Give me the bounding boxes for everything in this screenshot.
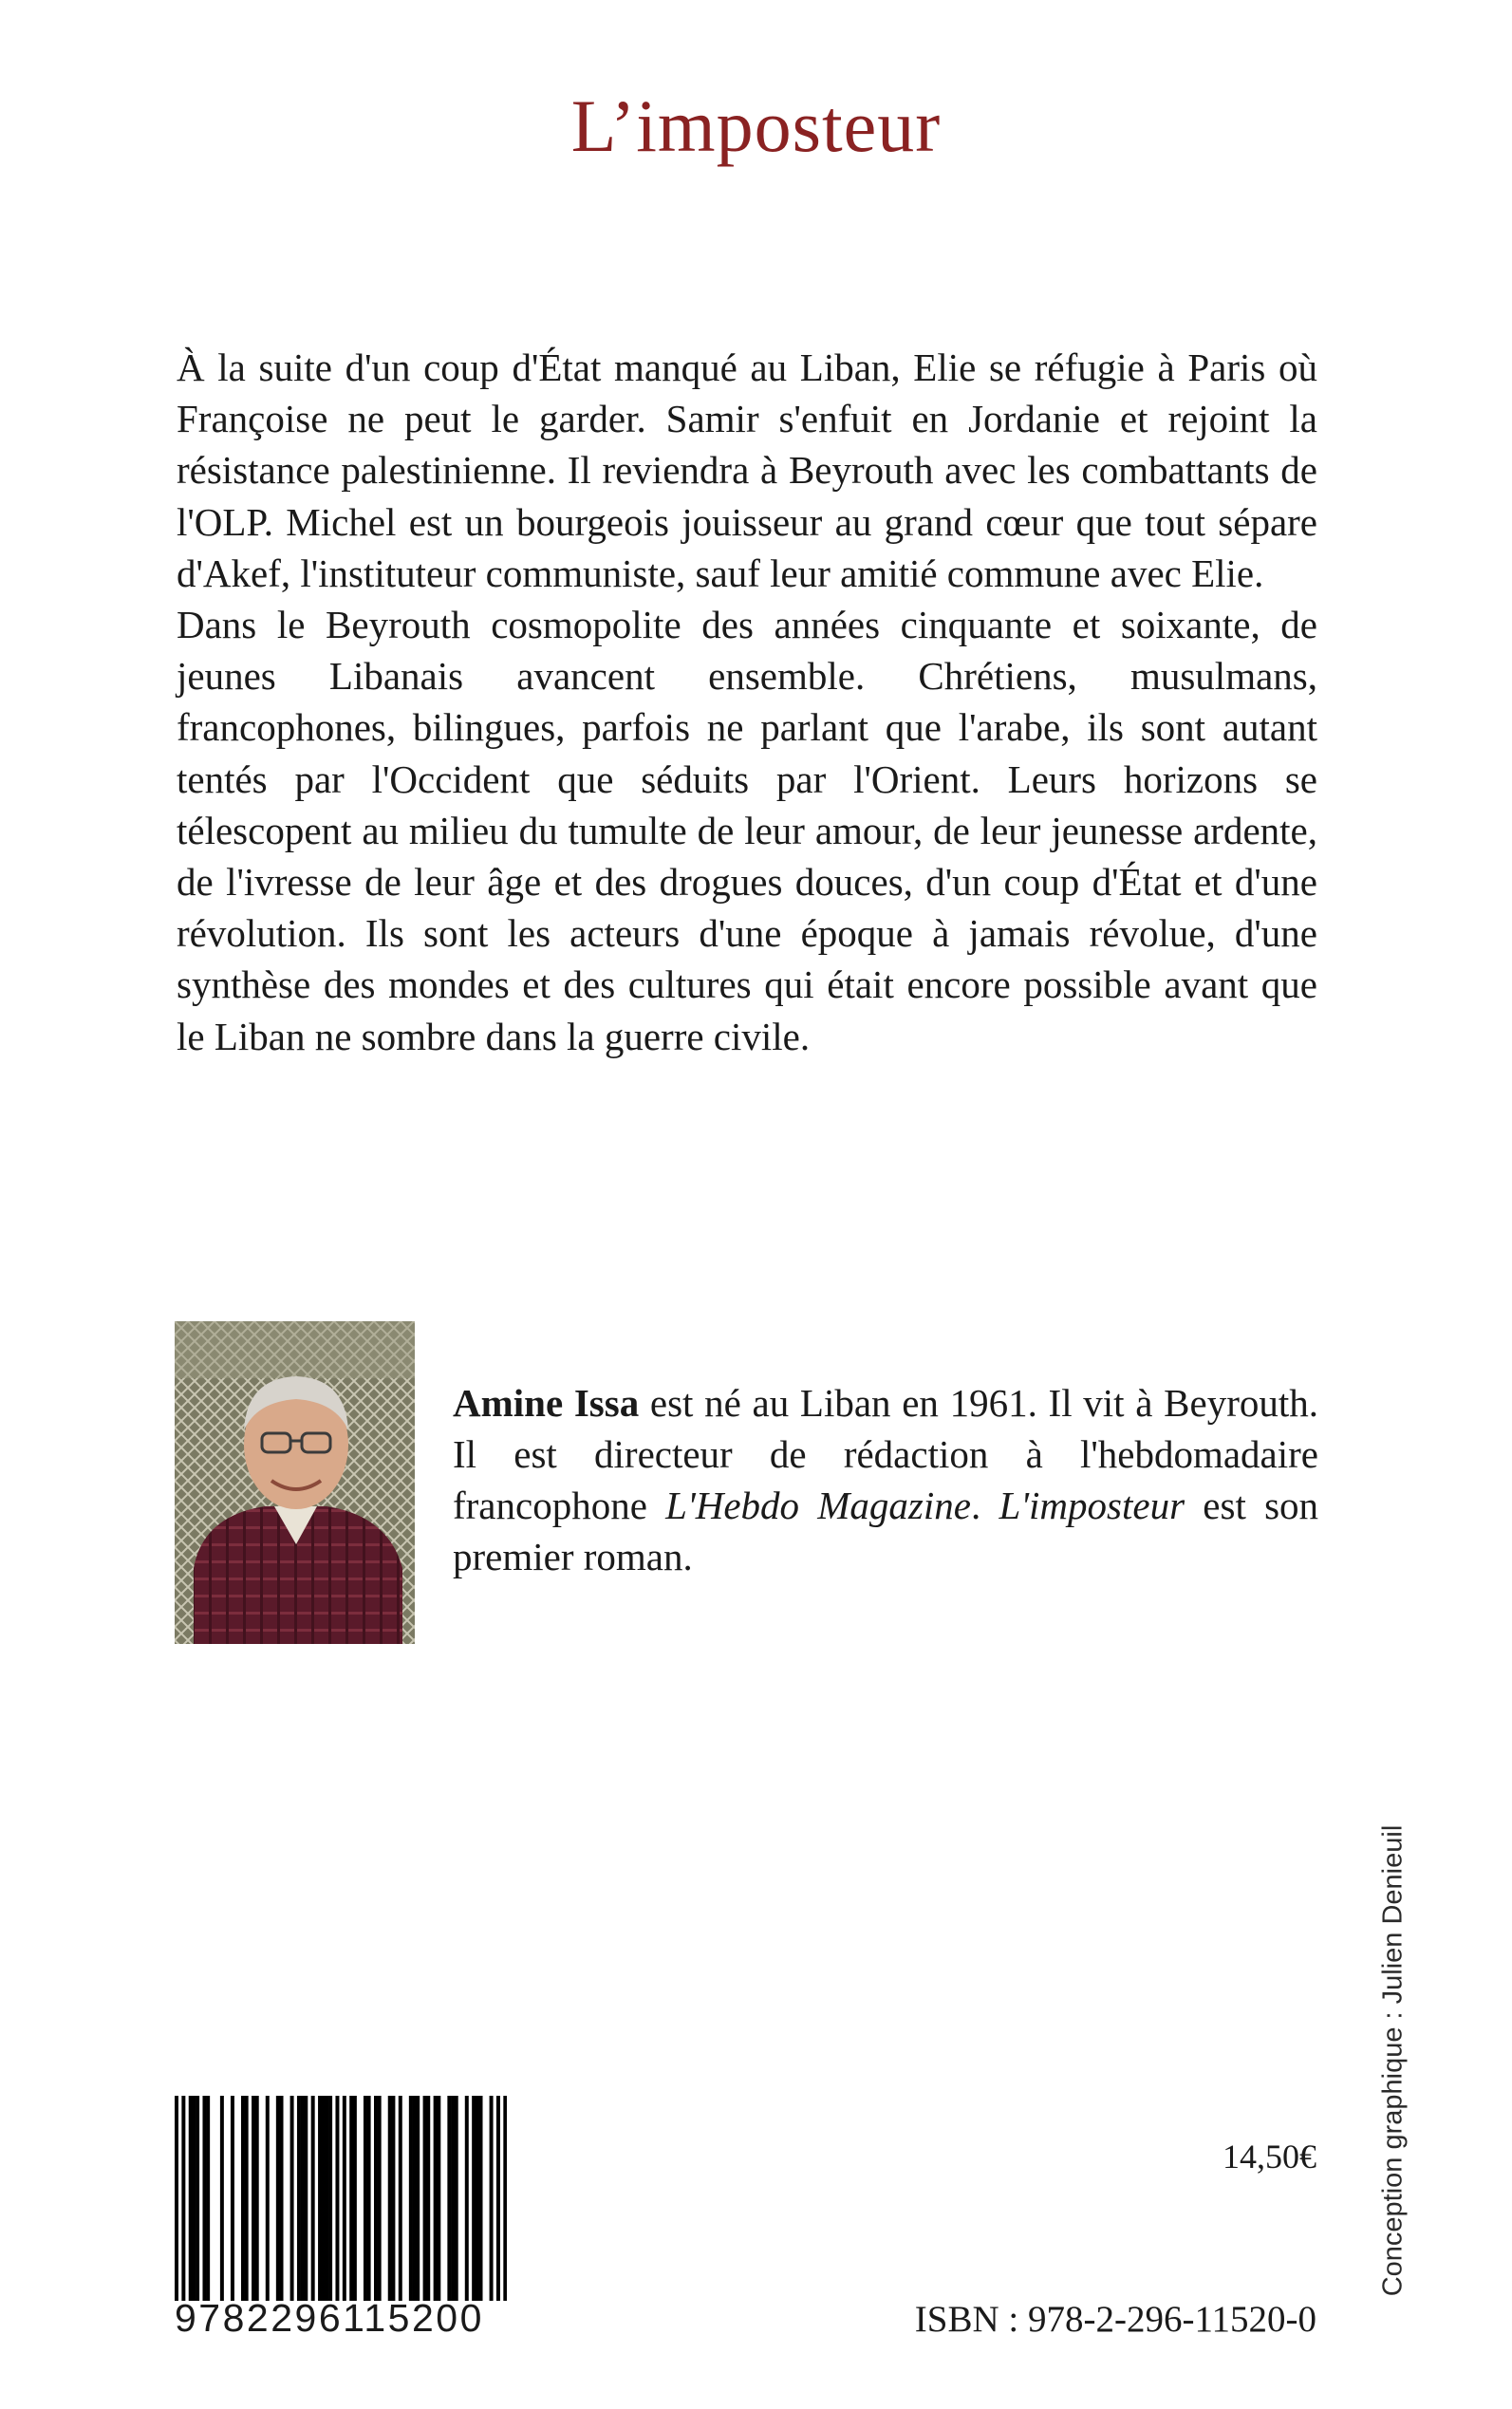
barcode-bar xyxy=(472,2096,476,2301)
barcode-digits: 9782296115200 xyxy=(175,2296,484,2340)
barcode-bar xyxy=(220,2096,224,2301)
barcode-bar xyxy=(304,2096,308,2301)
barcode-bar xyxy=(476,2096,479,2301)
barcode-bar xyxy=(311,2096,315,2301)
isbn: ISBN : 978-2-296-11520-0 xyxy=(914,2299,1316,2340)
barcode-bar xyxy=(426,2096,430,2301)
barcode-bar xyxy=(399,2096,402,2301)
barcode-bar xyxy=(189,2096,193,2301)
barcode-bar xyxy=(391,2096,395,2301)
barcode-bar xyxy=(202,2096,206,2301)
barcode-bar xyxy=(413,2096,417,2301)
author-bio-text-1: est né au Liban en 1961. Il vit à Beyrouth. Il est directeur de rédaction à l'hebdomadaire francophone xyxy=(453,1381,1318,1527)
barcode-bar xyxy=(374,2096,378,2301)
barcode-bar xyxy=(349,2096,353,2301)
barcode-bar xyxy=(245,2096,249,2301)
barcode-bar xyxy=(325,2096,328,2301)
barcode-bar xyxy=(206,2096,210,2301)
barcode-bar xyxy=(322,2096,326,2301)
author-bio-text-3: est son premier roman. xyxy=(453,1484,1319,1578)
book-title: L’imposteur xyxy=(570,84,942,167)
barcode-bar xyxy=(255,2096,259,2301)
price: 14,50€ xyxy=(1223,2138,1316,2176)
barcode-bar xyxy=(290,2096,294,2301)
back-cover-blurb xyxy=(177,342,1317,1062)
design-credit xyxy=(1365,1767,1422,2354)
barcode-bar xyxy=(437,2096,440,2301)
barcode-bar xyxy=(276,2096,280,2301)
barcode-bars xyxy=(175,2096,507,2301)
barcode-bar xyxy=(496,2096,500,2301)
barcode-bar xyxy=(318,2096,322,2301)
barcode-bar xyxy=(241,2096,245,2301)
barcode-bar xyxy=(297,2096,301,2301)
magazine-title: L'Hebdo Magazine xyxy=(665,1484,971,1527)
author-bio-text-2: . xyxy=(970,1484,999,1527)
barcode-bar xyxy=(490,2096,494,2301)
design-credit-text: Conception graphique : Julien Denieuil xyxy=(1377,1824,1409,2297)
author-bio xyxy=(453,1377,1318,1582)
barcode-bar xyxy=(503,2096,507,2301)
author-name: Amine Issa xyxy=(453,1381,640,1425)
barcode-bar xyxy=(252,2096,255,2301)
barcode-bar xyxy=(409,2096,413,2301)
barcode-bar xyxy=(388,2096,392,2301)
barcode-bar xyxy=(175,2096,178,2301)
blurb-paragraph-2: Dans le Beyrouth cosmopolite des années cinquante et soixante, de jeunes Libanais avancent ensemble. Chrétiens, musulmans, francophones, bilingues, parfois ne parlant que l'arabe, ils sont autant tentés par l'Occident que séduits par l'Orient. Leurs horizons se télescopent au milieu du tumulte de leur amour, de leur jeunesse ardente, de l'ivresse de leur âge et des drogues douces, d'un coup d'État et d'une révolution. Ils sont les acteurs d'une époque à jamais révolue, d'une synthèse des mondes et des cultures qui était encore possible avant que le Liban ne sombre dans la guerre civile. xyxy=(177,603,1317,1058)
barcode-bar xyxy=(465,2096,469,2301)
barcode-bar xyxy=(343,2096,346,2301)
book-title-inline: L'imposteur xyxy=(999,1484,1185,1527)
barcode-bar xyxy=(196,2096,199,2301)
barcode-bar xyxy=(447,2096,451,2301)
barcode-bar xyxy=(416,2096,420,2301)
barcode-bar xyxy=(364,2096,367,2301)
barcode-bar xyxy=(378,2096,382,2301)
barcode-bar xyxy=(266,2096,270,2301)
barcode-bar xyxy=(335,2096,339,2301)
barcode-bar xyxy=(423,2096,427,2301)
barcode-bar xyxy=(231,2096,234,2301)
barcode-bar xyxy=(434,2096,438,2301)
barcode-bar xyxy=(455,2096,458,2301)
barcode-bar xyxy=(367,2096,371,2301)
barcode-bar xyxy=(192,2096,196,2301)
barcode-bar xyxy=(479,2096,483,2301)
barcode xyxy=(175,2096,507,2301)
barcode-bar xyxy=(353,2096,357,2301)
blurb-paragraph-1: À la suite d'un coup d'État manqué au Liban, Elie se réfugie à Paris où Françoise ne peut le garder. Samir s'enfuit en Jordanie et rejoint la résistance palestinienne. Il reviendra à Beyrouth avec les combattants de l'OLP. Michel est un bourgeois jouisseur au grand cœur que tout sépare d'Akef, l'instituteur communiste, sauf leur amitié commune avec Elie. xyxy=(177,345,1317,595)
author-photo xyxy=(175,1321,415,1644)
barcode-bar xyxy=(328,2096,332,2301)
barcode-bar xyxy=(301,2096,305,2301)
barcode-bar xyxy=(280,2096,284,2301)
barcode-bar xyxy=(181,2096,185,2301)
barcode-bar xyxy=(451,2096,455,2301)
